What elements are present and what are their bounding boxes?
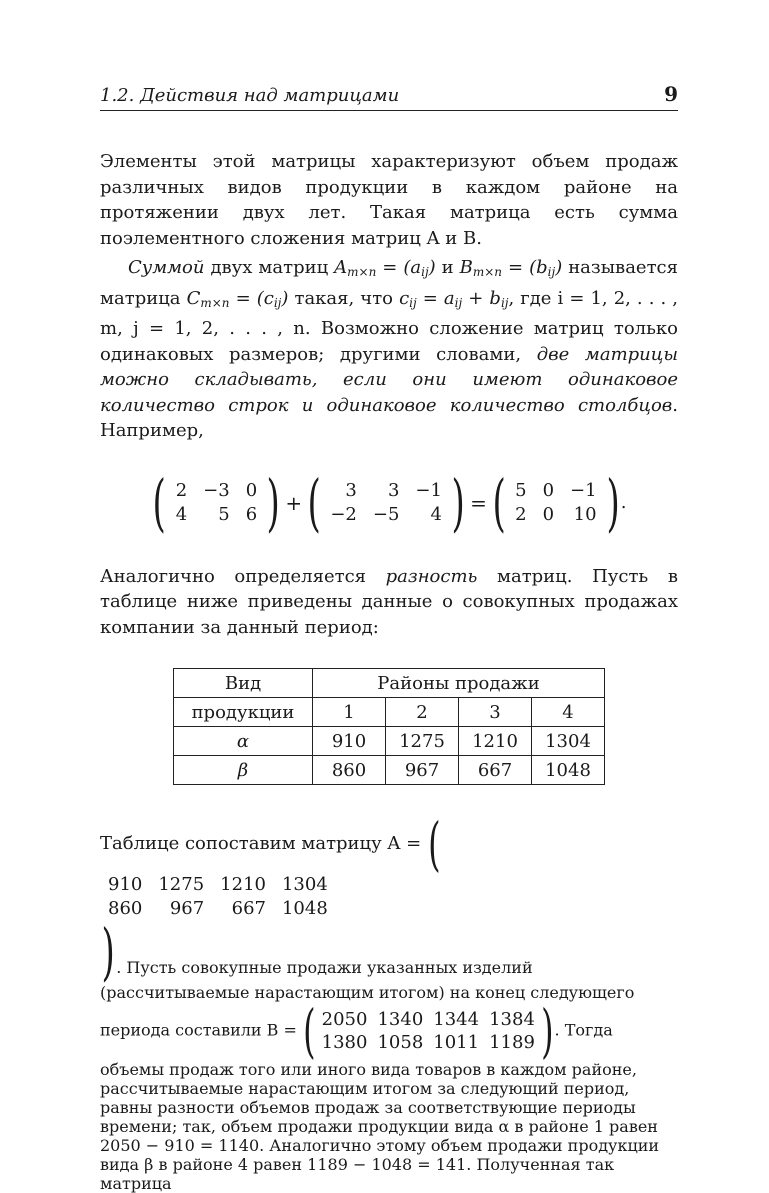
matrix-entry: 667: [231, 898, 266, 919]
row-label: α: [174, 727, 313, 756]
matrix-1: ( 2 −3 0 4 5 6 ): [152, 465, 280, 539]
col-header-kind-1: Вид: [174, 669, 313, 698]
matrix-B: ( 2050 1340 1344 1384 1380 1058 1011 1189 ): [303, 997, 554, 1065]
emphasis: две матрицы можно складывать, если они имеют одинаковое количество строк и одинаковое количество столбцов: [100, 343, 678, 416]
matrix-entry: 1344: [433, 1009, 480, 1030]
matrix-entry: −1: [570, 479, 597, 501]
matrix-3: ( 5 0 −1 2 0 10 ): [492, 465, 620, 539]
matrix-entry: 1189: [489, 1032, 535, 1053]
section-title: 1.2. Действия над матрицами: [100, 85, 400, 106]
matrix-entry: 1011: [433, 1032, 480, 1053]
region-header: 1: [313, 698, 386, 727]
sales-table: [173, 668, 605, 785]
matrix-entry: 1384: [489, 1009, 535, 1030]
matrix-entry: 1048: [281, 898, 328, 919]
table-cell: 967: [386, 756, 459, 785]
matrix-entry: −1: [415, 479, 442, 501]
sales-table-wrap: [100, 668, 678, 785]
matrix-entry: 1304: [281, 874, 328, 895]
page-number: 9: [664, 82, 678, 106]
matrix-entry: 3: [345, 479, 357, 501]
table-cell: 1304: [532, 727, 605, 756]
matrix-entry: 0: [542, 503, 555, 525]
matrix-entry: 967: [169, 898, 205, 919]
matrix-entry: 2050: [321, 1009, 368, 1030]
col-header-kind-2: продукции: [174, 698, 313, 727]
running-header: [100, 78, 678, 111]
matrix-entry: 5: [218, 503, 230, 525]
matrix-entry: −3: [203, 479, 230, 501]
term-sum: Суммой: [128, 257, 205, 278]
matrix-entry: 1058: [377, 1032, 424, 1053]
table-cell: 667: [459, 756, 532, 785]
matrix-entry: 2: [175, 479, 188, 501]
page: 1.2. Действия над матрицами 9 Элементы этой матрицы характеризуют объем продаж различных видов продукции в каждом районе на протяжении двух лет. Такая матрица есть сумма поэлементного сложения матриц A и B. Суммой двух матриц $A_{m\times n} = (a_{ij})$ и $B_{m\times n} = (b_{ij})$ называется матрица $C_{m\times n} = (c_{ij})$ такая, что $c_{ij} = a_{ij} + b_{ij}$, где i = 1, 2, . . . , m, j = 1, 2, . . . , n. Возможно сложение матриц только одинаковых размеров; другими словами, две матрицы можно складывать, если они имеют одинаковое количество строк и одинаковое количество столбцов. Например, ( 2 −3 0 4 5 6 ) + ( 3 3 −1 −2 −5 4 ) = ( 5 0 −1 2 0 10 ) . Аналогично определяется разность матриц. Пусть в таблице ниже приведены данные о совокупных продажах компании за данный период: Вид Районы продажи продукции 1 2 3 4 α 910 1275 1210 1304 β 860 967 667 1048 Таблице сопоставим матрицу A = ( 910 1275 1210 1304 860 967 667 1048 ). Пусть совокупные продажи указанных изделий (рассчитываемые нарастающим итогом) на конец следующего периода составили B = ( 2050 1340 1344 1384 1380 1058 1011 1189 ) . Тогда объемы продаж того или иного вида товаров в каждом районе, рассчитываемые нарастающим итогом за следующий период, равны разности объемов продаж за соответствующие периоды времени; так, объем продажи продукции вида α в районе 1 равен 2050 − 910 = 1140. Аналогично этому объем продажи продукции вида β в районе 4 равен 1189 − 1048 = 141. Полученная так матрица: [100, 78, 678, 1193]
matrix-entry: −5: [372, 503, 400, 525]
matrix-equation: ( 2 −3 0 4 5 6 ) + ( 3 3 −1 −2 −5 4 ) = ( 5 0 −1 2 0 10 ) .: [152, 465, 627, 539]
matrix-entry: 2: [515, 503, 527, 525]
region-header: 2: [386, 698, 459, 727]
table-cell: 1210: [459, 727, 532, 756]
table-row: [174, 727, 605, 756]
paragraph-1: Элементы этой матрицы характеризуют объем продаж различных видов продукции в каждом районе на протяжении двух лет. Такая матрица есть сумма поэлементного сложения матриц A и B.: [100, 151, 678, 249]
matrix-entry: 4: [430, 503, 442, 525]
matrix-entry: −2: [330, 503, 357, 525]
term-difference: разность: [385, 565, 478, 587]
matrix-entry: 1380: [321, 1032, 368, 1053]
table-cell: 910: [313, 727, 386, 756]
matrix-entry: 860: [108, 898, 143, 919]
matrix-entry: 10: [573, 503, 597, 525]
matrix-entry: 0: [542, 479, 555, 501]
matrix-2: ( 3 3 −1 −2 −5 4 ): [307, 465, 465, 539]
matrix-entry: 3: [387, 479, 400, 501]
paragraph-2: Суммой двух матриц $A_{m\times n} = (a_{ij})$ и $B_{m\times n} = (b_{ij})$ называется матрица $C_{m\times n} = (c_{ij})$ такая, что $c_{ij} = a_{ij} + b_{ij}$, где i = 1, 2, . . . , m, j = 1, 2, . . . , n. Возможно сложение матриц только одинаковых размеров; другими словами, две матрицы можно складывать, если они имеют одинаковое количество строк и одинаковое количество столбцов. Например,: [100, 257, 678, 441]
matrix-entry: 910: [108, 874, 143, 895]
table-row: [174, 756, 605, 785]
matrix-entry: 6: [245, 503, 258, 525]
matrix-entry: 4: [175, 503, 188, 525]
matrix-entry: 1210: [220, 874, 266, 895]
paragraph-4: Таблице сопоставим матрицу A = (: [100, 810, 441, 878]
matrix-entry: 1275: [158, 874, 205, 895]
matrix-entry: 1340: [377, 1009, 424, 1030]
matrix-entry: 5: [515, 479, 527, 501]
matrix-A: (: [428, 810, 441, 878]
region-header: 4: [532, 698, 605, 727]
table-cell: 1275: [386, 727, 459, 756]
row-label: β: [174, 756, 313, 785]
matrix-entry: 0: [245, 479, 258, 501]
group-header: Районы продажи: [313, 669, 605, 698]
table-cell: 860: [313, 756, 386, 785]
paragraph-3: Аналогично определяется разность матриц. Пусть в таблице ниже приведены данные о совокупных продажах компании за данный период:: [100, 565, 678, 638]
table-cell: 1048: [532, 756, 605, 785]
region-header: 3: [459, 698, 532, 727]
